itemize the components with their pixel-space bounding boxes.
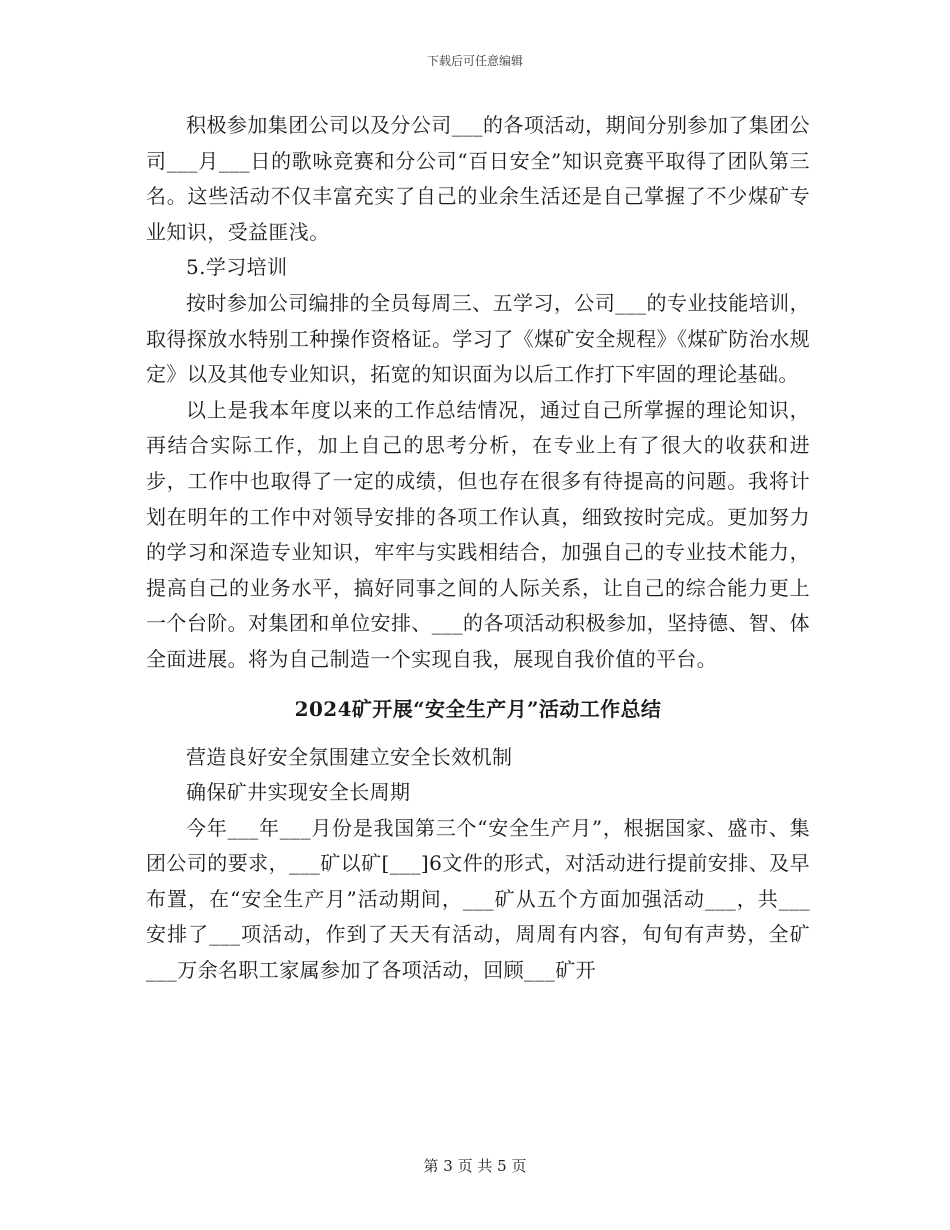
page-header: 下载后可任意编辑	[426, 54, 523, 68]
paragraph-summary: 以上是我本年度以来的工作总结情况，通过自己所掌握的理论知识，再结合实际工作，加上自己的思考分析，在专业上有了很大的收获和进步，工作中也取得了一定的成绩，但也存在很多有待提高的问题。我将计划在明年的工作中对领导安排的各项工作认真，细致按时完成。更加努力的学习和深造专业知识，牢牢与实践相结合，加强自己的专业技术能力，提高自己的业务水平，搞好同事之间的人际关系，让自己的综合能力更上一个台阶。对集团和单位安排、___的各项活动积极参加，坚持德、智、体全面进展。将为自己制造一个实现自我，展现自我价值的平台。	[146, 397, 810, 671]
paragraph-safety-month: 今年___年___月份是我国第三个“安全生产月”，根据国家、盛市、集团公司的要求，___矿以矿[___]6文件的形式，对活动进行提前安排、及早布置，在“安全生产月”活动期间，___矿从五个方面加强活动___，共___安排了___项活动，作到了天天有活动，周周有内容，旬旬有声势，全矿___万余名职工家属参加了各项活动，回顾___矿开	[146, 815, 810, 983]
section-title: 2024矿开展“安全生产月”活动工作总结	[294, 696, 662, 721]
page-footer: 第 3 页 共 5 页	[423, 1157, 527, 1175]
subtitle-line-2: 确保矿井实现安全长周期	[186, 780, 411, 805]
paragraph-training: 按时参加公司编排的全员每周三、五学习，公司___的专业技能培训，取得探放水特别工种操作资格证。学习了《煤矿安全规程》《煤矿防治水规定》以及其他专业知识，拓宽的知识面为以后工作打下牢固的理论基础。	[146, 290, 810, 387]
document-body	[146, 108, 810, 989]
subheading-study-training: 5.学习培训	[186, 255, 288, 280]
paragraph-activities: 积极参加集团公司以及分公司___的各项活动，期间分别参加了集团公司___月___日的歌咏竞赛和分公司“百日安全”知识竞赛平取得了团队第三名。这些活动不仅丰富充实了自己的业余生活还是自己掌握了不少煤矿专业知识，受益匪浅。	[146, 113, 810, 244]
subtitle-line-1: 营造良好安全氛围建立安全长效机制	[186, 744, 513, 769]
